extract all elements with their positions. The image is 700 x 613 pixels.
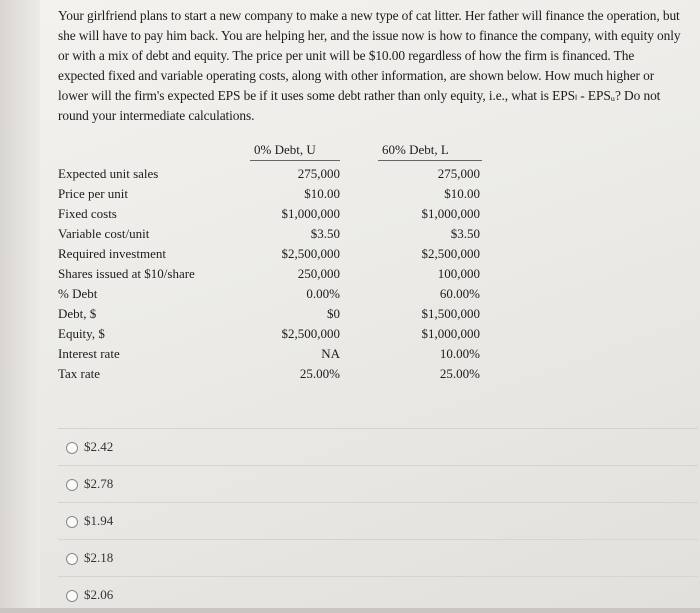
value-unlevered: 0.00% bbox=[306, 286, 340, 301]
row-label: Fixed costs bbox=[58, 206, 117, 221]
table-row bbox=[58, 224, 498, 244]
radio-button-icon[interactable] bbox=[66, 590, 78, 602]
value-unlevered: 25.00% bbox=[299, 366, 340, 381]
question-text: Your girlfriend plans to start a new company to make a new type of cat litter. Her father will finance the operation, but she will have to pay him back. You are helping her, and the issue now is how to finance the company, with equity only or with a mix of debt and equity. The price per unit will be $10.00 regardless of how the firm is financed. The expected fixed and variable operating costs, along with other information, are shown below. How much higher or lower will the firm's expected EPS be if it uses some debt rather than only equity, i.e., what is EPSₗ - EPSᵤ? Do not round your intermediate calculations. bbox=[58, 8, 681, 123]
value-levered: 100,000 bbox=[437, 266, 480, 281]
value-levered: 275,000 bbox=[437, 166, 480, 181]
row-label: Variable cost/unit bbox=[58, 226, 150, 241]
table-row bbox=[58, 344, 498, 364]
answer-option-label: $1.94 bbox=[84, 513, 114, 528]
answer-option[interactable] bbox=[58, 539, 698, 576]
value-levered: 10.00% bbox=[439, 346, 480, 361]
value-unlevered: $1,000,000 bbox=[281, 206, 340, 221]
answer-option[interactable] bbox=[58, 465, 698, 502]
answer-option-label: $2.06 bbox=[84, 587, 114, 602]
radio-button-icon[interactable] bbox=[66, 553, 78, 565]
answer-option[interactable] bbox=[58, 428, 698, 465]
value-unlevered: $3.50 bbox=[310, 226, 340, 241]
value-unlevered: 275,000 bbox=[297, 166, 340, 181]
value-levered: 25.00% bbox=[439, 366, 480, 381]
header-underline-levered bbox=[378, 160, 482, 161]
answer-option-label: $2.78 bbox=[84, 476, 114, 491]
table-row bbox=[58, 164, 498, 184]
value-levered: $1,000,000 bbox=[421, 326, 480, 341]
row-label: Price per unit bbox=[58, 186, 129, 201]
value-unlevered: $0 bbox=[327, 306, 340, 321]
value-levered: $1,500,000 bbox=[421, 306, 480, 321]
table-row bbox=[58, 244, 498, 264]
radio-button-icon[interactable] bbox=[66, 479, 78, 491]
answer-option-label: $2.42 bbox=[84, 439, 114, 454]
value-levered: $10.00 bbox=[444, 186, 480, 201]
value-levered: $3.50 bbox=[450, 226, 480, 241]
radio-button-icon[interactable] bbox=[66, 516, 78, 528]
table-row bbox=[58, 364, 498, 384]
row-label: Debt, $ bbox=[58, 306, 97, 321]
answer-option-label: $2.18 bbox=[84, 550, 114, 565]
row-label: Equity, $ bbox=[58, 326, 105, 341]
row-label: Shares issued at $10/share bbox=[58, 266, 195, 281]
value-unlevered: 250,000 bbox=[297, 266, 340, 281]
row-label: Tax rate bbox=[58, 366, 101, 381]
row-label: Expected unit sales bbox=[58, 166, 159, 181]
table-row bbox=[58, 284, 498, 304]
table-row bbox=[58, 204, 498, 224]
header-unlevered: 0% Debt, U bbox=[254, 142, 316, 157]
value-levered: 60.00% bbox=[439, 286, 480, 301]
answer-option[interactable] bbox=[58, 576, 698, 613]
table-rows bbox=[58, 164, 498, 384]
answer-options bbox=[58, 428, 698, 613]
value-levered: $2,500,000 bbox=[421, 246, 480, 261]
value-unlevered: NA bbox=[321, 346, 340, 361]
table-row bbox=[58, 324, 498, 344]
value-unlevered: $10.00 bbox=[304, 186, 340, 201]
row-label: Required investment bbox=[58, 246, 166, 261]
row-label: Interest rate bbox=[58, 346, 120, 361]
value-unlevered: $2,500,000 bbox=[281, 246, 340, 261]
header-underline-unlevered bbox=[250, 160, 340, 161]
table-row bbox=[58, 264, 498, 284]
value-levered: $1,000,000 bbox=[421, 206, 480, 221]
row-label: % Debt bbox=[58, 286, 98, 301]
value-unlevered: $2,500,000 bbox=[281, 326, 340, 341]
radio-button-icon[interactable] bbox=[66, 442, 78, 454]
answer-option[interactable] bbox=[58, 502, 698, 539]
table-row bbox=[58, 184, 498, 204]
header-levered: 60% Debt, L bbox=[382, 142, 449, 157]
page-shadow bbox=[0, 0, 40, 608]
table-row bbox=[58, 304, 498, 324]
